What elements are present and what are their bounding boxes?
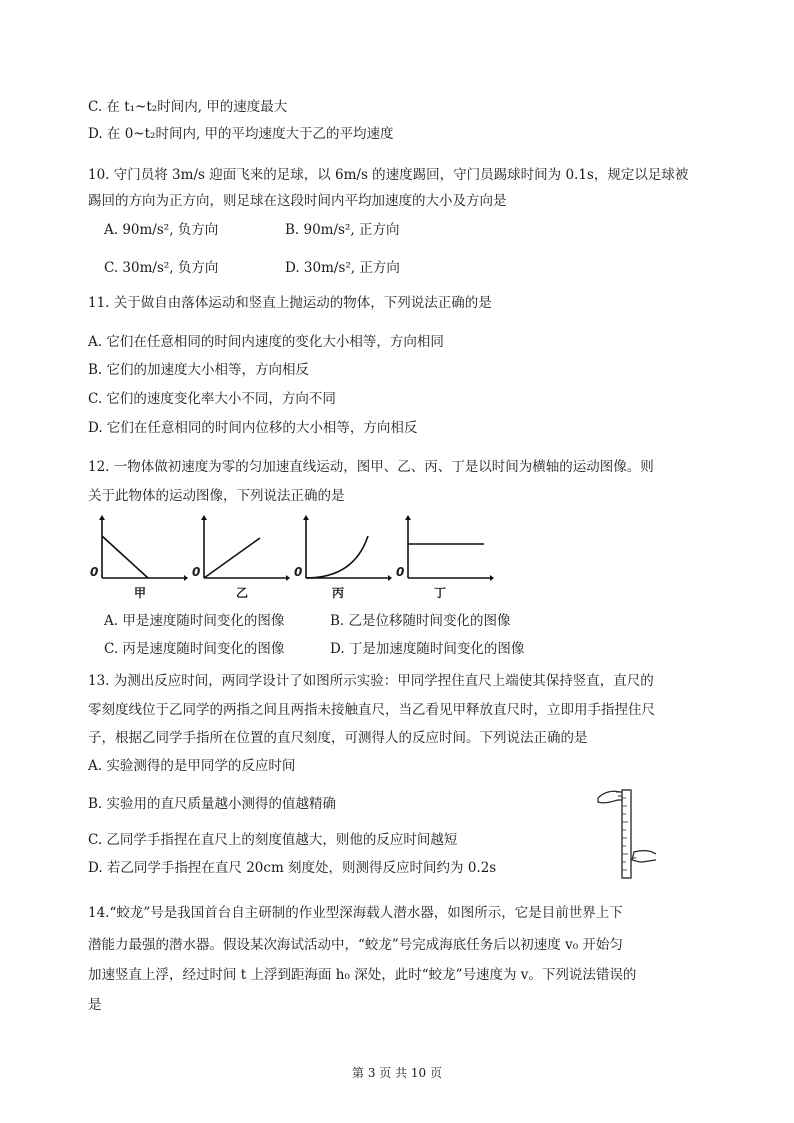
q11-option-d: D. 它们在任意相同的时间内位移的大小相等，方向相反 (88, 420, 418, 436)
q14-stem-line4: 是 (88, 997, 102, 1013)
graph-bing-origin: 0 (294, 565, 303, 579)
graph-jia (88, 514, 188, 584)
graph-label-bing: 丙 (332, 586, 345, 600)
q10-option-d: D. 30m/s², 正方向 (285, 260, 400, 276)
graph-jia-origin: 0 (90, 565, 99, 579)
q11-option-b: B. 它们的加速度大小相等，方向相反 (88, 362, 310, 378)
q10-option-c: C. 30m/s², 负方向 (104, 260, 219, 276)
q13-option-d: D. 若乙同学手指捏在直尺 20cm 刻度处，则测得反应时间约为 0.2s (88, 860, 497, 876)
ruler-hands-illustration (596, 786, 658, 882)
page-footer: 第 3 页 共 10 页 (352, 1066, 442, 1080)
q14-stem-line1: 14.“蛟龙”号是我国首台自主研制的作业型深海载人潜水器，如图所示，它是目前世界上下 (88, 905, 623, 921)
q12-stem-line1: 12. 一物体做初速度为零的匀加速直线运动，图甲、乙、丙、丁是以时间为横轴的运动图像。则 (88, 459, 654, 475)
q10-option-b: B. 90m/s², 正方向 (285, 222, 400, 238)
q10-stem-line1: 10. 守门员将 3m/s 迎面飞来的足球，以 6m/s 的速度踢回，守门员踢球时间为 0.1s，规定以足球被 (88, 167, 689, 183)
q12-graphs (88, 514, 508, 604)
q13-option-c: C. 乙同学手指捏在直尺上的刻度值越大，则他的反应时间越短 (88, 832, 458, 848)
q13-option-a: A. 实验测得的是甲同学的反应时间 (88, 758, 296, 774)
q14-stem-line2: 潜能力最强的潜水器。假设某次海试活动中，“蛟龙”号完成海底任务后以初速度 v₀ 开始匀 (88, 937, 623, 953)
q12-option-b: B. 乙是位移随时间变化的图像 (330, 613, 511, 629)
q11-option-c: C. 它们的速度变化率大小不同，方向不同 (88, 391, 336, 407)
graph-yi-origin: 0 (192, 565, 201, 579)
q9-option-c: C. 在 t₁~t₂时间内, 甲的速度最大 (88, 99, 288, 115)
q11-stem: 11. 关于做自由落体运动和竖直上抛运动的物体，下列说法正确的是 (88, 295, 492, 311)
q12-option-a: A. 甲是速度随时间变化的图像 (104, 613, 285, 629)
graph-bing (292, 514, 392, 584)
q13-stem-line2: 零刻度线位于乙同学的两指之间且两指未接触直尺，当乙看见甲释放直尺时，立即用手指捏住尺 (88, 702, 655, 718)
q9-option-d: D. 在 0~t₂时间内, 甲的平均速度大于乙的平均速度 (88, 126, 394, 142)
q14-stem-line3: 加速竖直上浮，经过时间 t 上浮到距海面 h₀ 深处，此时“蛟龙”号速度为 v。下列说法错误的 (88, 967, 637, 983)
graph-label-yi: 乙 (236, 586, 249, 600)
graph-label-jia: 甲 (134, 586, 147, 600)
q13-stem-line1: 13. 为测出反应时间，两同学设计了如图所示实验：甲同学捏住直尺上端使其保持竖直，直尺的 (88, 673, 654, 689)
q10-option-a: A. 90m/s², 负方向 (104, 222, 219, 238)
q12-option-d: D. 丁是加速度随时间变化的图像 (330, 641, 525, 657)
q12-option-c: C. 丙是速度随时间变化的图像 (104, 641, 285, 657)
q13-option-b: B. 实验用的直尺质量越小测得的值越精确 (88, 796, 337, 812)
graph-label-ding: 丁 (434, 586, 447, 600)
graph-ding (394, 514, 494, 584)
q12-stem-line2: 关于此物体的运动图像，下列说法正确的是 (88, 488, 345, 504)
q10-stem-line2: 踢回的方向为正方向，则足球在这段时间内平均加速度的大小及方向是 (88, 193, 507, 209)
graph-yi (190, 514, 290, 584)
graph-ding-origin: 0 (396, 565, 405, 579)
q11-option-a: A. 它们在任意相同的时间内速度的变化大小相等，方向相同 (88, 334, 444, 350)
q13-stem-line3: 子，根据乙同学手指所在位置的直尺刻度，可测得人的反应时间。下列说法正确的是 (88, 730, 588, 746)
